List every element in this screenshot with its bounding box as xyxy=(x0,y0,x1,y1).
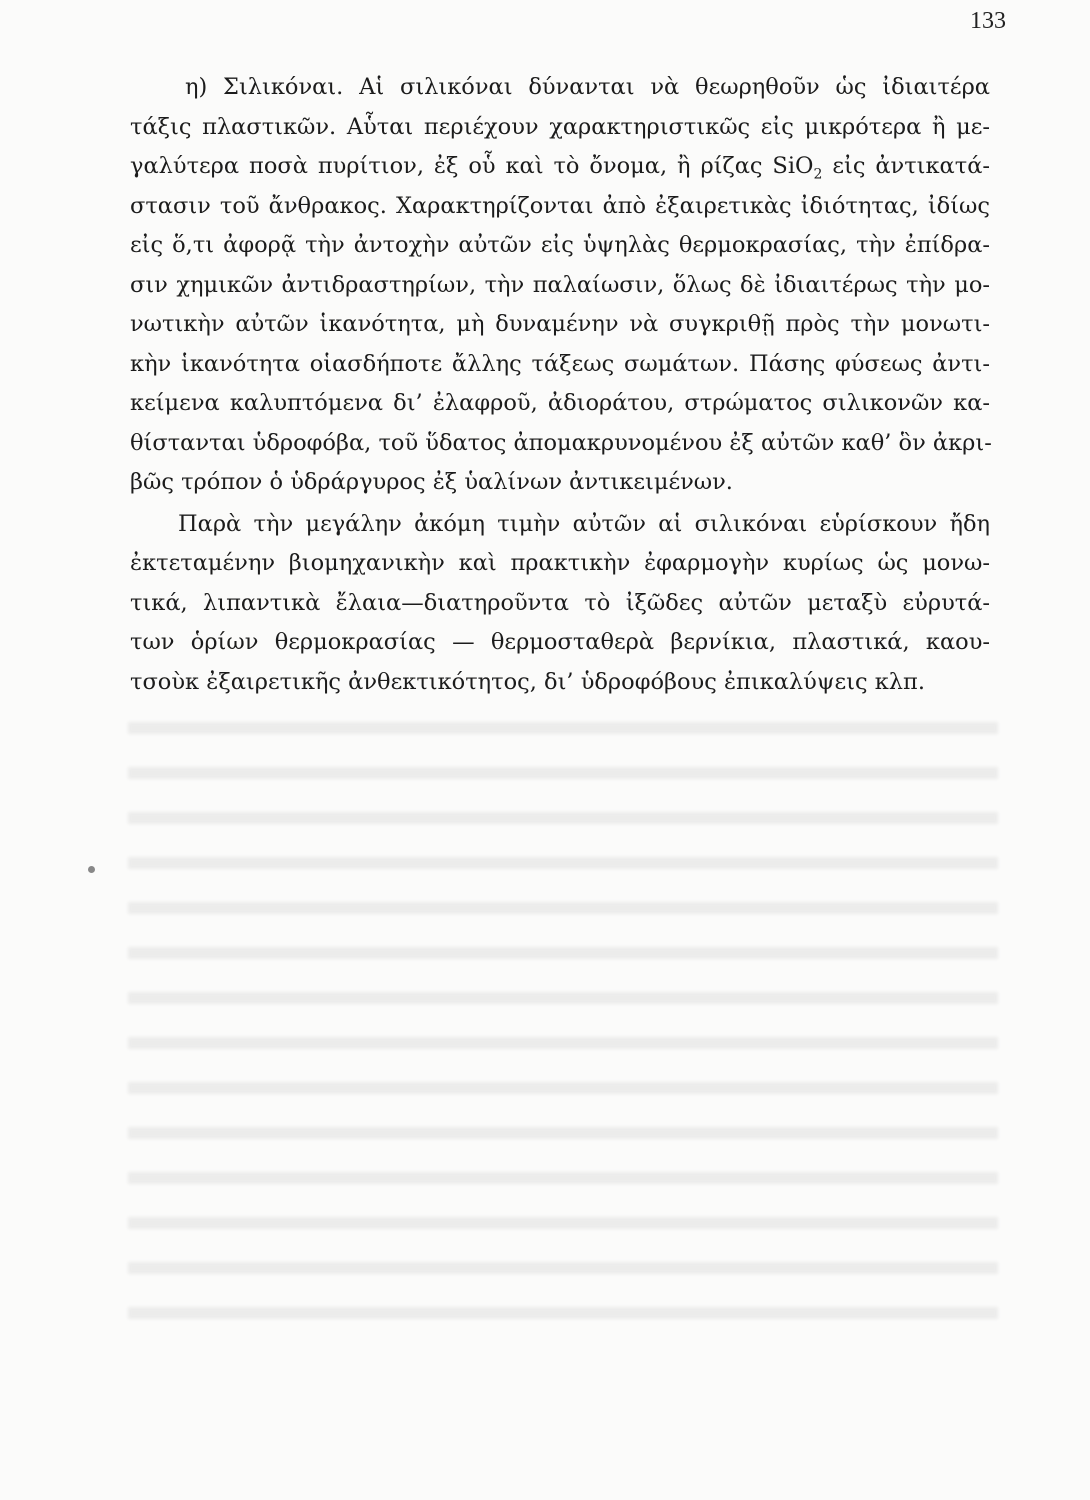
text-line: στασιν τοῦ ἄνθρακος. Χαρακτηρίζονται ἀπὸ ἐξαιρετικὰς ἰδιότητας, ἰδίως xyxy=(130,192,990,219)
ink-speck xyxy=(88,866,95,873)
text-line-sio2 xyxy=(130,147,990,187)
text-line: των ὁρίων θερμοκρασίας — θερμοσταθερὰ βερνίκια, πλαστικά, καου- xyxy=(130,629,990,655)
text-line: τικά, λιπαντικὰ ἔλαια—διατηροῦντα τὸ ἰξῶδες αὐτῶν μεταξὺ εὐρυτά- xyxy=(130,589,990,616)
text-line: Παρὰ τὴν μεγάλην ἀκόμη τιμὴν αὐτῶν αἱ σιλικόναι εὑρίσκουν ἤδη xyxy=(178,510,990,537)
text-line: κείμενα καλυπτόμενα δι’ ἐλαφροῦ, ἀδιοράτου, στρώματος σιλικονῶν κα- xyxy=(130,390,990,416)
text-line-part: εἰς ἀντικατά- xyxy=(822,153,990,179)
body-text xyxy=(130,68,990,702)
paragraph-silicones-applications xyxy=(130,505,990,703)
show-through-texture xyxy=(128,700,998,1320)
text-line: εἰς ὅ,τι ἀφορᾷ τὴν ἀντοχὴν αὐτῶν εἰς ὑψηλὰς θερμοκρασίας, τὴν ἐπίδρα- xyxy=(130,232,990,258)
text-line: τάξις πλαστικῶν. Αὗται περιέχουν χαρακτηριστικῶς εἰς μικρότερα ἢ με- xyxy=(130,113,990,140)
text-line: νωτικὴν αὐτῶν ἱκανότητα, μὴ δυναμένην νὰ συγκριθῇ πρὸς τὴν μονωτι- xyxy=(130,311,990,337)
text-line: ἐκτεταμένην βιομηχανικὴν καὶ πρακτικὴν ἐφαρμογὴν κυρίως ὡς μονω- xyxy=(130,550,990,576)
text-line-part: γαλύτερα ποσὰ πυρίτιον, ἐξ οὗ καὶ τὸ ὄνομα, ἢ ρίζας SiO xyxy=(130,153,814,179)
text-line: η) Σιλικόναι. Αἱ σιλικόναι δύνανται νὰ θεωρηθοῦν ὡς ἰδιαιτέρα xyxy=(185,74,990,100)
text-line: κὴν ἱκανότητα οἱασδήποτε ἄλλης τάξεως σωμάτων. Πάσης φύσεως ἀντι- xyxy=(130,350,990,377)
page-number: 133 xyxy=(970,8,1006,34)
paragraph-silicones-intro xyxy=(130,68,990,503)
text-line: σιν χημικῶν ἀντιδραστηρίων, τὴν παλαίωσιν, ὅλως δὲ ἰδιαιτέρως τὴν μο- xyxy=(130,271,990,298)
text-line: βῶς τρόπον ὁ ὑδράργυρος ἐξ ὑαλίνων ἀντικειμένων. xyxy=(130,469,733,495)
text-line: τσοὺκ ἐξαιρετικῆς ἀνθεκτικότητος, δι’ ὑδροφόβους ἐπικαλύψεις κλπ. xyxy=(130,668,925,695)
sio2-subscript: 2 xyxy=(813,166,823,183)
text-line: θίστανται ὑδροφόβα, τοῦ ὕδατος ἀπομακρυνομένου ἐξ αὐτῶν καθ’ ὃν ἀκρι- xyxy=(130,429,992,456)
